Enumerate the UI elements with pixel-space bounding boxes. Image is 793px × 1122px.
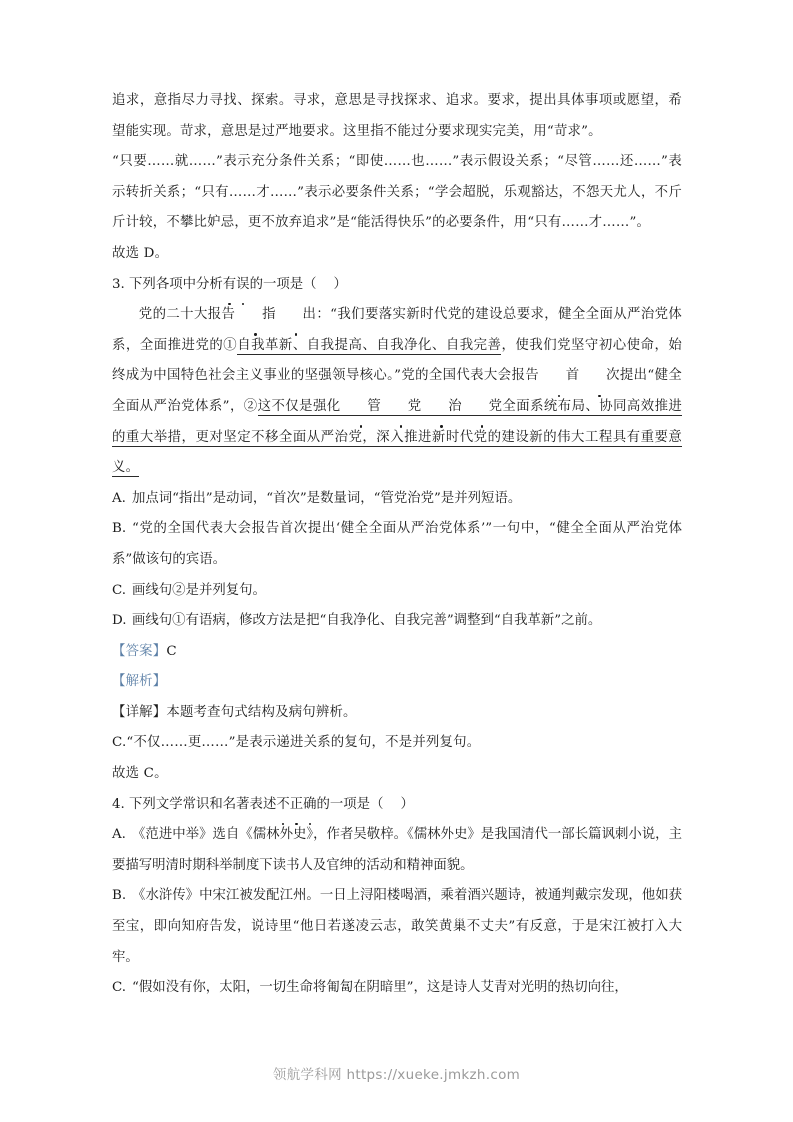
question-3-option-a [112,484,682,515]
question-3-detail [112,698,682,729]
answer-label: 【答案】 [112,643,167,659]
dotted-emph-char: 正 [290,790,303,821]
question-4-option-b [112,881,682,973]
footer-site-name: 领航学科网 [272,1067,342,1083]
question-3-blank [317,277,334,292]
question-4-stem-before: 下列文学常识和名著表述 [129,796,277,812]
underlined-clause-2a: 这不仅是强化 [257,398,341,414]
question-3-option-b [112,514,682,575]
footer-url: https://xueke.jmkzh.com [346,1067,521,1083]
analysis-label: 【解析】 [112,674,167,690]
answer-value: C [166,643,177,659]
question-4-option-c [112,973,682,1004]
option-label: B. [112,888,127,904]
question-4-stem-close: ） [400,796,414,812]
option-text: 加点词“指出”是动词，“首次”是数量词，“管党治党”是并列短语。 [132,490,522,506]
question-3-answer [112,637,682,668]
option-label: B. [112,521,127,537]
footer-watermark [0,1063,793,1083]
dotted-emph-char: 管 [341,392,381,423]
dotted-emph-char: 党 [462,392,502,423]
question-3-analysis-heading [112,667,682,698]
dotted-emph-char: 出 [276,300,316,331]
question-3-option-c [112,576,682,607]
question-3-conclusion: 故选 C。 [112,766,168,782]
dotted-emph-char: 次 [579,361,619,392]
detail-label: 【详解】 [112,704,167,720]
question-4-blank [383,797,400,812]
option-text: “党的全国代表大会报告首次提出‘健全全面从严治党体系’”一句中，“健全全面从严治党体系”做该句的宾语。 [112,521,682,567]
dotted-emph-char: 确 [303,790,316,821]
option-text: 画线句①有语病，修改方法是把“自我净化、自我完善”调整到“自我革新”之前。 [132,613,602,629]
question-4-option-a [112,820,682,881]
dotted-emph-char: 首 [539,361,579,392]
question-3-option-d [112,606,682,637]
option-label: D. [112,613,127,629]
passage-seg-5: ，使我们党坚守初心使命，始终成为中国特色社会主义事业的坚强领导核心。”党的全国代表大会报告 [112,337,682,384]
dotted-emph-char: 误 [236,270,249,301]
question-3-detail-point: C.“不仅……更……”是表示递进关系的复句，不是并列复句。 [112,735,481,751]
underlined-dotted-phrase [341,399,503,416]
option-label: C. [112,582,127,598]
dotted-emph-char: 党 [381,392,421,423]
question-3-stem [112,270,682,301]
q2-conclusion: 故选 D。 [112,245,169,261]
passage-seg-3: ：“我们要落实新时代党的建设总要求，健全全面从严治党体系，全面推进党的① [112,307,683,353]
dotted-emph-char: 治 [421,392,461,423]
passage-seg-7: 提出“健全全面从严治党体系”，② [112,368,682,414]
question-4-stem [112,790,682,821]
option-label: A. [112,827,126,843]
dotted-emph-char: 指 [235,300,275,331]
page-content [112,86,682,1004]
q2-explanation-line1: 追求，意指尽力寻找、探索。寻求，意思是寻找探求、追求。要求，提出具体事项或愿望，希望能实现。苛求，意思是过严地要求。这里指不能过分要求现实完美，用“苛求”。 [112,93,682,139]
option-label: A. [112,490,126,506]
detail-text: 本题考查句式结构及病句辨析。 [166,704,357,720]
question-3-stem-before: 下列各项中分析 [129,276,223,292]
underlined-clause-2b: 全面系统布局、协同高效推进的重大举措，更对坚定不移全面从严治党，深入推进新时代党的建设新的伟大工程具有重要意义。 [112,398,682,476]
question-4-stem-after: 的一项是（ [316,796,384,812]
underlined-clause-1: 自我革新、自我提高、自我净化、自我完善 [237,337,502,353]
question-3-passage [112,300,682,484]
option-text: 画线句②是并列复句。 [132,582,266,598]
question-3-stem-close: ） [333,276,347,292]
question-3-number: 3. [112,276,125,292]
q2-explanation-line2: “只要……就……”表示充分条件关系；“即使……也……”表示假设关系；“尽管……还……”表示转折关系；“只有……才……”表示必要条件关系；“学会超脱，乐观豁达，不怨天尤人，不斤斤计较，不攀比妒忌，更不放弃追求”是“能活得快乐”的必要条件，用“只有……才……”。 [112,154,682,231]
option-text: “假如没有你，太阳，一切生命将匍匐在阴暗里”，这是诗人艾青对光明的热切向往， [132,980,628,996]
passage-seg-1: 党的二十大报告 [138,307,236,323]
option-text: 《范进中举》选自《儒林外史》，作者吴敬梓。《儒林外史》是我国清代一部长篇讽刺小说，主要描写明清时期科举制度下读书人及官绅的活动和精神面貌。 [112,827,682,873]
dotted-emph-char: 有 [223,270,236,301]
option-label: C. [112,980,127,996]
dotted-emph-char: 不 [276,790,289,821]
option-text: 《水浒传》中宋江被发配江州。一日上浔阳楼喝酒，乘着酒兴题诗，被通判戴宗发现，他如获至宝，即向知府告发，说诗里“他日若遂凌云志，敢笑黄巢不丈夫”有反意，于是宋江被打入大牢。 [112,888,682,965]
question-3-stem-after: 的一项是（ [249,276,317,292]
question-4-number: 4. [112,796,125,812]
